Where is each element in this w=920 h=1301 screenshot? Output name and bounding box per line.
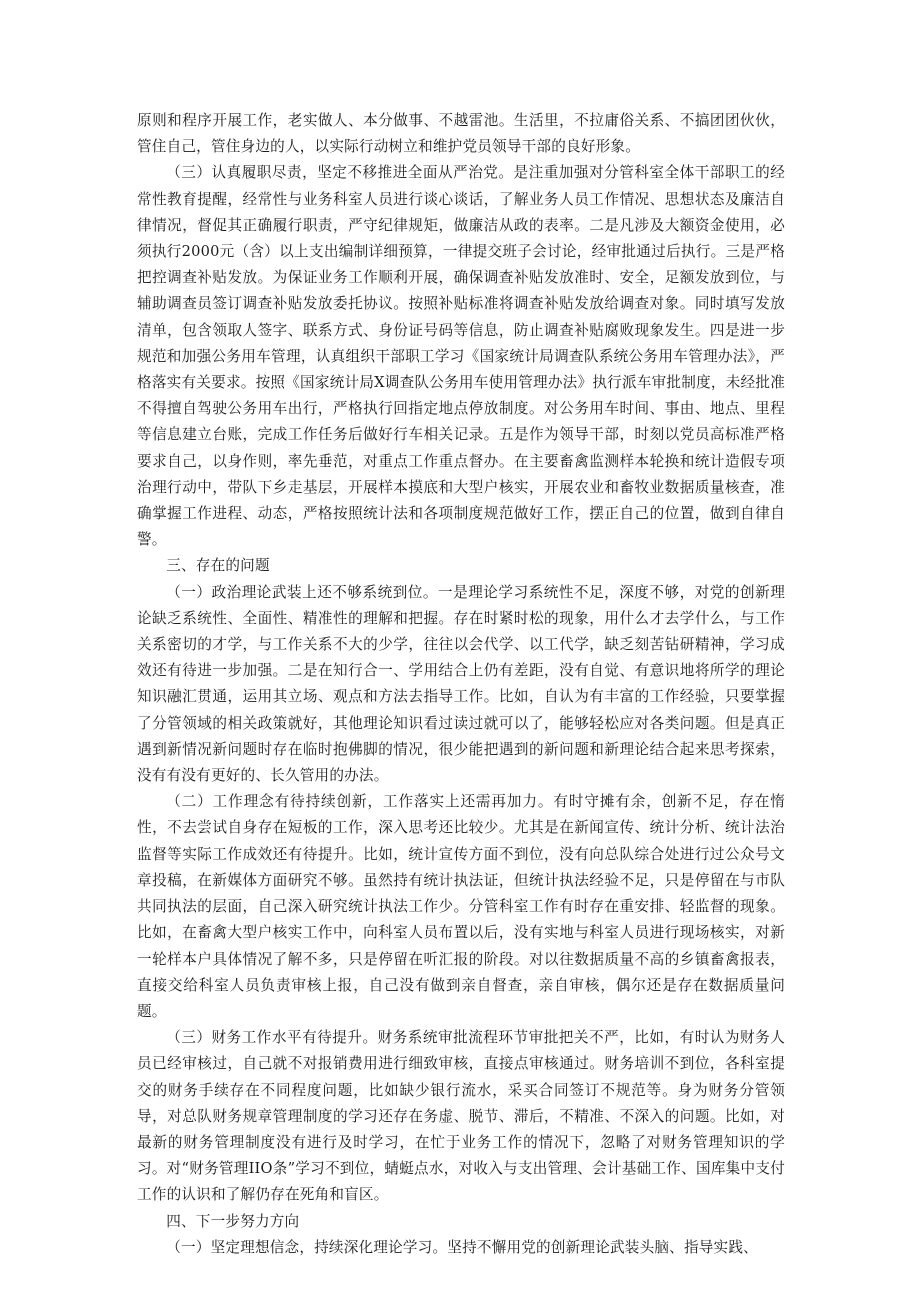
section-heading-4: 四、下一步努力方向 [166,1212,300,1230]
paragraph-section-2-3: （三）认真履职尽责，坚定不移推进全面从严治党。是注重加强对分管科室全体干部职工的经常性教育提醒，经常性与业务科室人员进行谈心谈话，了解业务人员工作情况、思想状态及廉洁自律情况，督促其正确履行职责，严守纪律规矩，做廉洁从政的表率。二是凡涉及大额资金使用，必须执行2000元（含）以上支出编制详细预算，一律提交班子会讨论，经审批通过后执行。三是严格把控调查补贴发放。为保证业务工作顺利开展，确保调查补贴发放准时、安全，足额发放到位，与辅助调查员签订调查补贴发放委托协议。按照补贴标准将调查补贴发放给调查对象。同时填写发放清单，包含领取人签字、联系方式、身份证号码等信息，防止调查补贴腐败现象发生。四是进一步规范和加强公务用车管理，认真组织干部职工学习《国家统计局调查队系统公务用车管理办法》，严格落实有关要求。按照《国家统计局X调查队公务用车使用管理办法》执行派车审批制度，未经批准不得擅自驾驶公务用车出行，严格执行回指定地点停放制度。对公务用车时间、事由、地点、里程等信息建立台账，完成工作任务后做好行车相关记录。五是作为领导干部，时刻以党员高标准严格要求自己，以身作则，率先垂范，对重点工作重点督办。在主要畜禽监测样本轮换和统计造假专项治理行动中，带队下乡走基层，开展样本摸底和大型户核实，开展农业和畜牧业数据质量核查，准确掌握工作进程、动态，严格按照统计法和各项制度规范做好工作，摆正自己的位置，做到自律自警。 [137,164,785,549]
paragraph-section-3-2: （二）工作理念有待持续创新，工作落实上还需再加力。有时守摊有余，创新不足，存在惰性，不去尝试自身存在短板的工作，深入思考还比较少。尤其是在新闻宣传、统计分析、统计法治监督等实际工作成效还有待提升。比如，统计宣传方面不到位，没有向总队综合处进行过公众号文章投稿，在新媒体方面研究不够。虽然持有统计执法证，但统计执法经验不足，只是停留在与市队共同执法的层面，自己深入研究统计执法工作少。分管科室工作有时存在重安排、轻监督的现象。比如，在畜禽大型户核实工作中，向科室人员布置以后，没有实地与科室人员进行现场核实，对新一轮样本户具体情况了解不多，只是停留在听汇报的阶段。对以往数据质量不高的乡镇畜禽报表，直接交给科室人员负责审核上报，自己没有做到亲自督查，亲自审核，偶尔还是存在数据质量问题。 [137,793,785,1020]
paragraph-continuation: 原则和程序开展工作，老实做人、本分做事、不越雷池。生活里，不拉庸俗关系、不搞团团伙伙，管住自己，管住身边的人，以实际行动树立和维护党员领导干部的良好形象。 [137,112,785,156]
document-page [137,108,785,1261]
section-heading-3: 三、存在的问题 [166,557,270,575]
paragraph-section-3-3: （三）财务工作水平有待提升。财务系统审批流程环节审批把关不严，比如，有时认为财务人员已经审核过，自己就不对报销费用进行细致审核，直接点审核通过。财务培训不到位，各科室提交的财务手续存在不同程度问题，比如缺少银行流水，采买合同签订不规范等。身为财务分管领导，对总队财务规章管理制度的学习还存在务虚、脱节、滞后，不精准、不深入的问题。比如，对最新的财务管理制度没有进行及时学习，在忙于业务工作的情况下，忽略了对财务管理知识的学习。对“财务管理IIO条”学习不到位，蜻蜓点水，对收入与支出管理、会计基础工作、国库集中支付工作的认识和了解仍存在死角和盲区。 [137,1029,785,1204]
paragraph-section-4-1: （一）坚定理想信念，持续深化理论学习。坚持不懈用党的创新理论武装头脑、指导实践、 [166,1238,758,1256]
paragraph-section-3-1: （一）政治理论武装上还不够系统到位。一是理论学习系统性不足，深度不够，对党的创新理论缺乏系统性、全面性、精准性的理解和把握。存在时紧时松的现象，用什么才去学什么，与工作关系密切的才学，与工作关系不大的少学，往往以会代学、以工代学，缺乏刻苦钻研精神，学习成效还有待进一步加强。二是在知行合一、学用结合上仍有差距，没有自觉、有意识地将所学的理论知识融汇贯通，运用其立场、观点和方法去指导工作。比如，自认为有丰富的工作经验，只要掌握了分管领域的相关政策就好，其他理论知识看过读过就可以了，能够轻松应对各类问题。但是真正遇到新情况新问题时存在临时抱佛脚的情况，很少能把遇到的新问题和新理论结合起来思考探索，没有有没有更好的、长久管用的办法。 [137,583,785,785]
